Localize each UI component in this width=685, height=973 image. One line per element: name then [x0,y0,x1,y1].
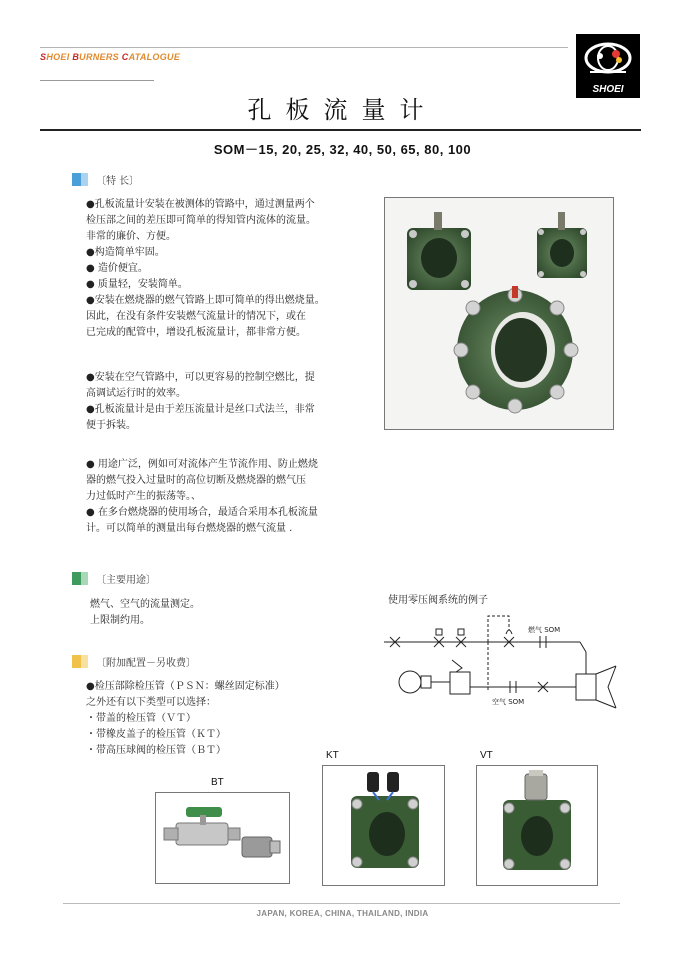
features-list [86,197,325,341]
uses-line-2: 上限制约用。 [90,615,150,626]
list-item: ● 造价便宜。 [86,263,148,274]
piping-diagram-image [380,612,620,722]
list-item: ●孔板流量计安装在被测体的管路中，通过测量两个 [86,199,315,210]
options-heading-label: 〔附加配置－另收费〕 [96,658,196,669]
logo-emblem-icon [576,34,640,84]
list-item: ・带高压球阀的检压管（ＢＴ） [86,745,226,756]
options-heading [72,654,196,669]
vt-flowmeter-image [477,766,597,885]
list-item: ・带橡皮盖子的检压管（ＫＴ） [86,729,226,740]
air-som-label: 空气 SOM [492,698,525,706]
list-item: ● 用途广泛，例如可对流体产生节流作用、防止燃烧 [86,459,318,470]
list-item: 因此，在没有条件安装燃气流量计的情况下，或在 [86,311,306,322]
list-item: 高调试运行时的效率。 [86,388,186,399]
features-heading [72,172,139,187]
brand-c: C [121,52,129,62]
section-marker-icon [72,655,88,668]
list-item: ●安装在空气管路中，可以更容易的控制空燃比，提 [86,372,315,383]
bt-caption: BT [211,777,224,788]
section-marker-icon [72,572,88,585]
page-title: 孔板流量计 [247,96,438,124]
list-item: ●构造简单牢固。 [86,247,165,258]
features-list-2 [86,370,315,434]
brand-atalogue: ATALOGUE [128,52,181,62]
list-item: 器的燃气投入过量时的高位切断及燃烧器的燃气压 [86,475,306,486]
header-subrule [40,80,154,81]
brand-hoei: HOEI [46,52,73,62]
list-item: 力过低时产生的振荡等。、 [86,491,201,502]
list-item: 已完成的配管中，增设孔板流量计，都非常方便。 [86,327,306,338]
orifice-flowmeter-image [385,198,613,429]
section-marker-icon [72,173,88,186]
footer-rule [63,903,620,904]
features-heading-label: 〔特 长〕 [96,176,140,187]
title-rule [40,129,641,131]
uses-heading-label: 〔主要用途〕 [96,575,156,586]
list-item: ● 质量轻，安装简单。 [86,279,188,290]
logo-text: SHOEI [592,84,624,95]
model-line: SOM－15, 20, 25, 32, 40, 50, 65, 80, 100 [213,142,472,157]
header-rule [40,47,568,48]
list-item: ●安装在燃烧器的燃气管路上即可简单的得出燃烧量。 [86,295,325,306]
diagram-title: 使用零压阀系统的例子 [388,595,488,606]
list-item: ●孔板流量计是由于差压流量计是丝口式法兰，非常 [86,404,315,415]
list-item: 检压部之间的差压即可简单的得知管内流体的流量。 [86,215,316,226]
list-item: ● 在多台燃烧器的使用场合，最适合采用本孔板流量 [86,507,318,518]
options-list [86,679,285,759]
ball-valve-image [156,793,289,883]
features-list-3 [86,457,318,537]
footer-countries: JAPAN, KOREA, CHINA, THAILAND, INDIA [256,909,429,918]
brand-b: B [72,52,80,62]
list-item: ●检压部除检压管（ＰＳＮ：螺丝固定标准） [86,681,285,692]
vt-photo [476,765,598,886]
kt-flowmeter-image [323,766,444,885]
system-diagram [380,612,620,722]
list-item: ・带盖的检压管（ＶＴ） [86,713,196,724]
list-item: 之外还有以下类型可以选择： [86,697,216,708]
list-item: 便于拆装。 [86,420,136,431]
vt-caption: VT [480,750,493,761]
bt-photo [155,792,290,884]
brand-s: S [40,52,47,62]
brand-line [40,52,180,62]
list-item: 非常的廉价、方便。 [86,231,176,242]
shoei-logo [576,34,640,98]
uses-heading [72,571,156,586]
gas-som-label: 燃气 SOM [528,626,561,634]
product-photo [384,197,614,430]
kt-photo [322,765,445,886]
kt-caption: KT [326,750,339,761]
list-item: 计。可以简单的测量出每台燃烧器的燃气流量 . [86,523,293,534]
uses-line-1: 燃气、空气的流量测定。 [90,599,200,610]
brand-urners: URNERS [79,52,122,62]
